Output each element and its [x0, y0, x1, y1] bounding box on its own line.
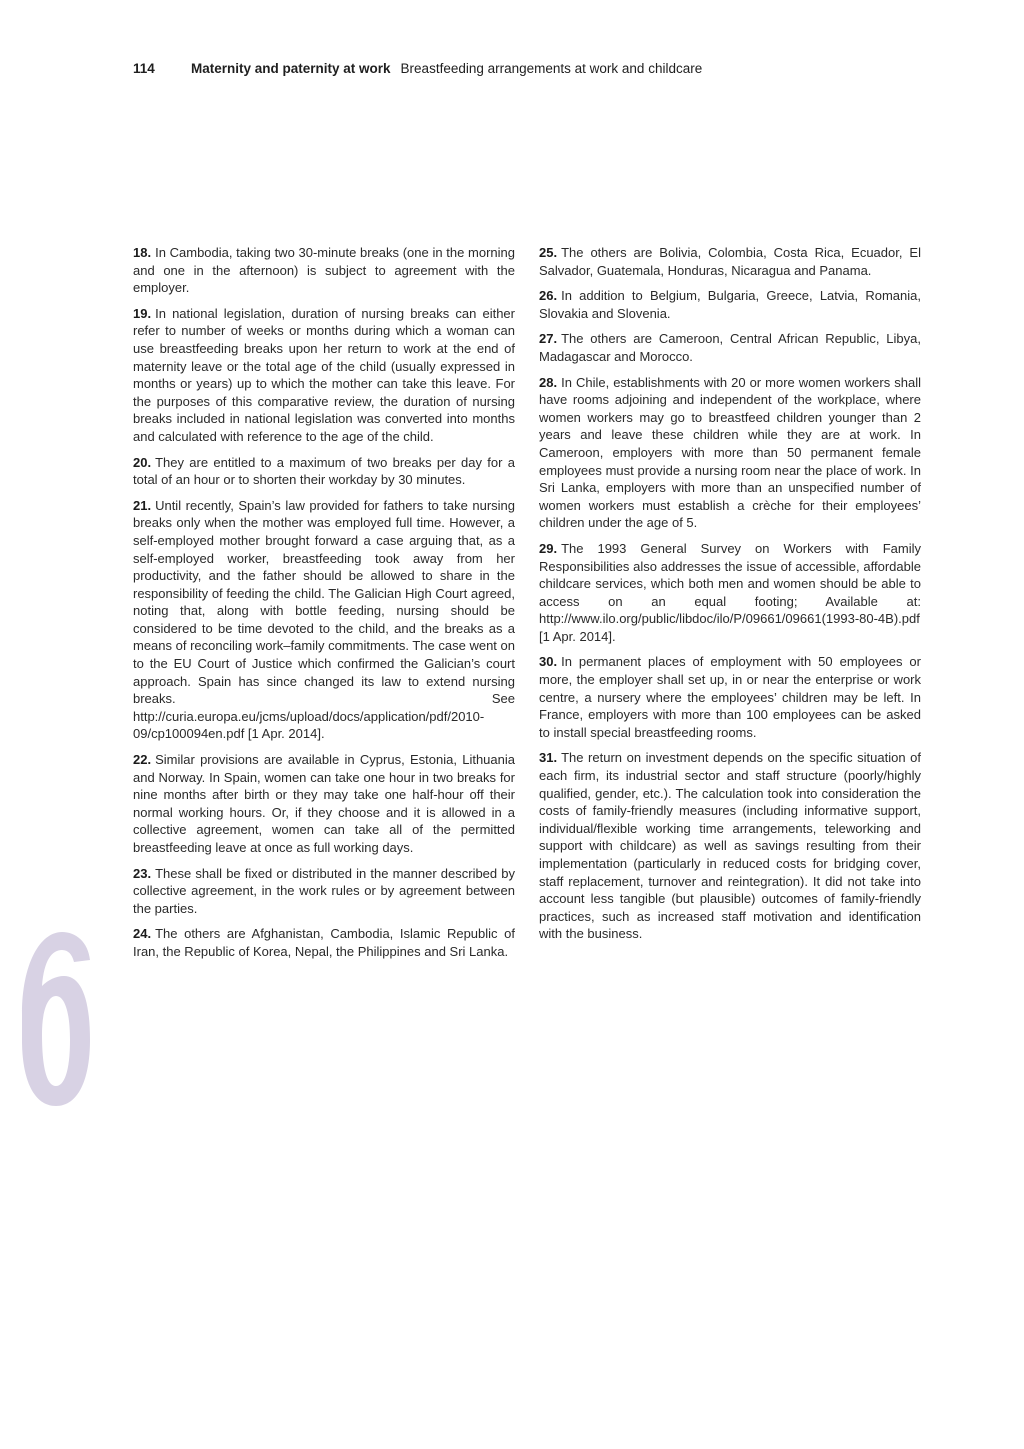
- endnote-26: [539, 287, 921, 322]
- endnote-number: 31.: [539, 750, 558, 766]
- page-number: 114: [133, 61, 155, 76]
- endnote-27: [539, 330, 921, 365]
- endnote-text: Similar provisions are available in Cyprus, Estonia, Lithuania and Norway. In Spain, women can take one hour in two breaks for nine months after birth or they may take one half-hour off their normal working hours. Or, if they choose and it is allowed in a collective agreement, women can take all of the permitted breastfeeding leave at once as full working days.: [133, 752, 515, 855]
- endnote-text: In Chile, establishments with 20 or more women workers shall have rooms adjoining and independent of the workplace, where women workers may go to breastfeed children younger than 2 years and leave these children while they are at work. In Cameroon, employers with more than 50 permanent female employees must provide a nursing room near the place of work. In Sri Lanka, employers with more than an unspecified number of women workers must establish a crèche for their employees’ children under the age of 5.: [539, 374, 921, 531]
- endnote-number: 21.: [133, 497, 152, 513]
- endnote-25: [539, 244, 921, 279]
- endnote-20: [133, 454, 515, 489]
- chapter-six-glyph-icon: [18, 930, 92, 1108]
- endnote-number: 24.: [133, 926, 152, 942]
- endnote-text: In permanent places of employment with 50 employees or more, the employer shall set up, in or near the enterprise or work centre, a nursery where the employees’ children may be left. In France, employers with more than 100 employees can be asked to install special breastfeeding rooms.: [539, 654, 921, 740]
- endnote-24: [133, 925, 515, 960]
- endnote-31: [539, 749, 921, 943]
- notes-column-left: [133, 244, 515, 969]
- endnote-30: [539, 653, 921, 741]
- endnote-number: 22.: [133, 752, 152, 768]
- endnote-number: 30.: [539, 654, 558, 670]
- running-header: [133, 60, 702, 78]
- endnote-number: 20.: [133, 454, 152, 470]
- endnote-text: In addition to Belgium, Bulgaria, Greece, Latvia, Romania, Slovakia and Slovenia.: [539, 288, 921, 321]
- endnote-18: [133, 244, 515, 297]
- endnote-text: The others are Cameroon, Central African Republic, Libya, Madagascar and Morocco.: [539, 331, 921, 364]
- endnote-number: 29.: [539, 540, 558, 556]
- endnote-number: 27.: [539, 331, 558, 347]
- endnote-22: [133, 751, 515, 857]
- endnote-text: These shall be fixed or distributed in the manner described by collective agreement, in the work rules or by agreement between the parties.: [133, 865, 515, 916]
- endnote-number: 19.: [133, 305, 152, 321]
- endnote-number: 23.: [133, 865, 152, 881]
- endnote-23: [133, 865, 515, 918]
- notes-column-right: [539, 244, 921, 951]
- endnote-text: The others are Afghanistan, Cambodia, Islamic Republic of Iran, the Republic of Korea, Nepal, the Philippines and Sri Lanka.: [133, 926, 515, 959]
- endnote-29: [539, 540, 921, 646]
- endnote-number: 28.: [539, 374, 558, 390]
- chapter-number-mark: [18, 930, 92, 1108]
- book-title: Maternity and paternity at work: [191, 61, 391, 76]
- endnote-text: In Cambodia, taking two 30-minute breaks (one in the morning and one in the afternoon) is subject to agreement with the employer.: [133, 245, 515, 296]
- endnote-text: They are entitled to a maximum of two breaks per day for a total of an hour or to shorten their workday by 30 minutes.: [133, 454, 515, 488]
- endnote-28: [539, 374, 921, 532]
- endnote-number: 26.: [539, 288, 558, 304]
- endnote-19: [133, 305, 515, 446]
- endnote-text: In national legislation, duration of nursing breaks can either refer to number of weeks or months during which a woman can use breastfeeding breaks upon her return to work at the end of maternity leave or the total age of the child (usually expressed in months or years) up to which the mother can take this leave. For the purposes of this comparative review, the duration of nursing breaks included in national legislation was converted into months and calculated with reference to the age of the child.: [133, 305, 515, 444]
- endnote-text: The return on investment depends on the specific situation of each firm, its industrial sector and staff structure (poorly/highly qualified, gender, etc.). The calculation took into consideration the costs of family-friendly measures (including informative support, individual/flexible working time arrangements, teleworking and support with childcare) as well as savings resulting from their implementation (particularly in reduced costs for bridging cover, staff replacement, turnover and reintegration). It did not take into account less tangible (but plausible) outcomes of family-friendly practices, such as increased staff motivation and identification with the business.: [539, 750, 921, 942]
- endnote-text: The 1993 General Survey on Workers with Family Responsibilities also addresses the issue of accessible, affordable childcare services, which both men and women should be able to access on an equal footing; Available at: http://www.ilo.org/public/libdoc/ilo/P/09661/09661(1993-80-4B).pdf [1 Apr. 2014].: [539, 540, 921, 644]
- endnote-text: The others are Bolivia, Colombia, Costa Rica, Ecuador, El Salvador, Guatemala, Honduras, Nicaragua and Panama.: [539, 245, 921, 278]
- endnote-text: Until recently, Spain’s law provided for fathers to take nursing breaks only when the mother was employed full time. However, a self-employed mother brought forward a case arguing that, as a self-employed worker, breastfeeding took away from her productivity, and the father should be allowed to share in the responsibility of feeding the child. The Galician High Court agreed, noting that, along with bottle feeding, nursing should be considered to be time devoted to the child, and the breaks as a means of reconciling work–family commitments. The case went on to the EU Court of Justice which confirmed the Galician’s court approach. Spain has since changed its law to extend nursing breaks. See http://curia.europa.eu/jcms/upload/docs/application/pdf/2010-09/cp100094en.pdf [1 Apr. 2014].: [133, 497, 515, 742]
- endnote-number: 25.: [539, 245, 558, 260]
- endnote-number: 18.: [133, 245, 152, 260]
- endnote-21: [133, 497, 515, 743]
- chapter-title: Breastfeeding arrangements at work and childcare: [400, 61, 703, 76]
